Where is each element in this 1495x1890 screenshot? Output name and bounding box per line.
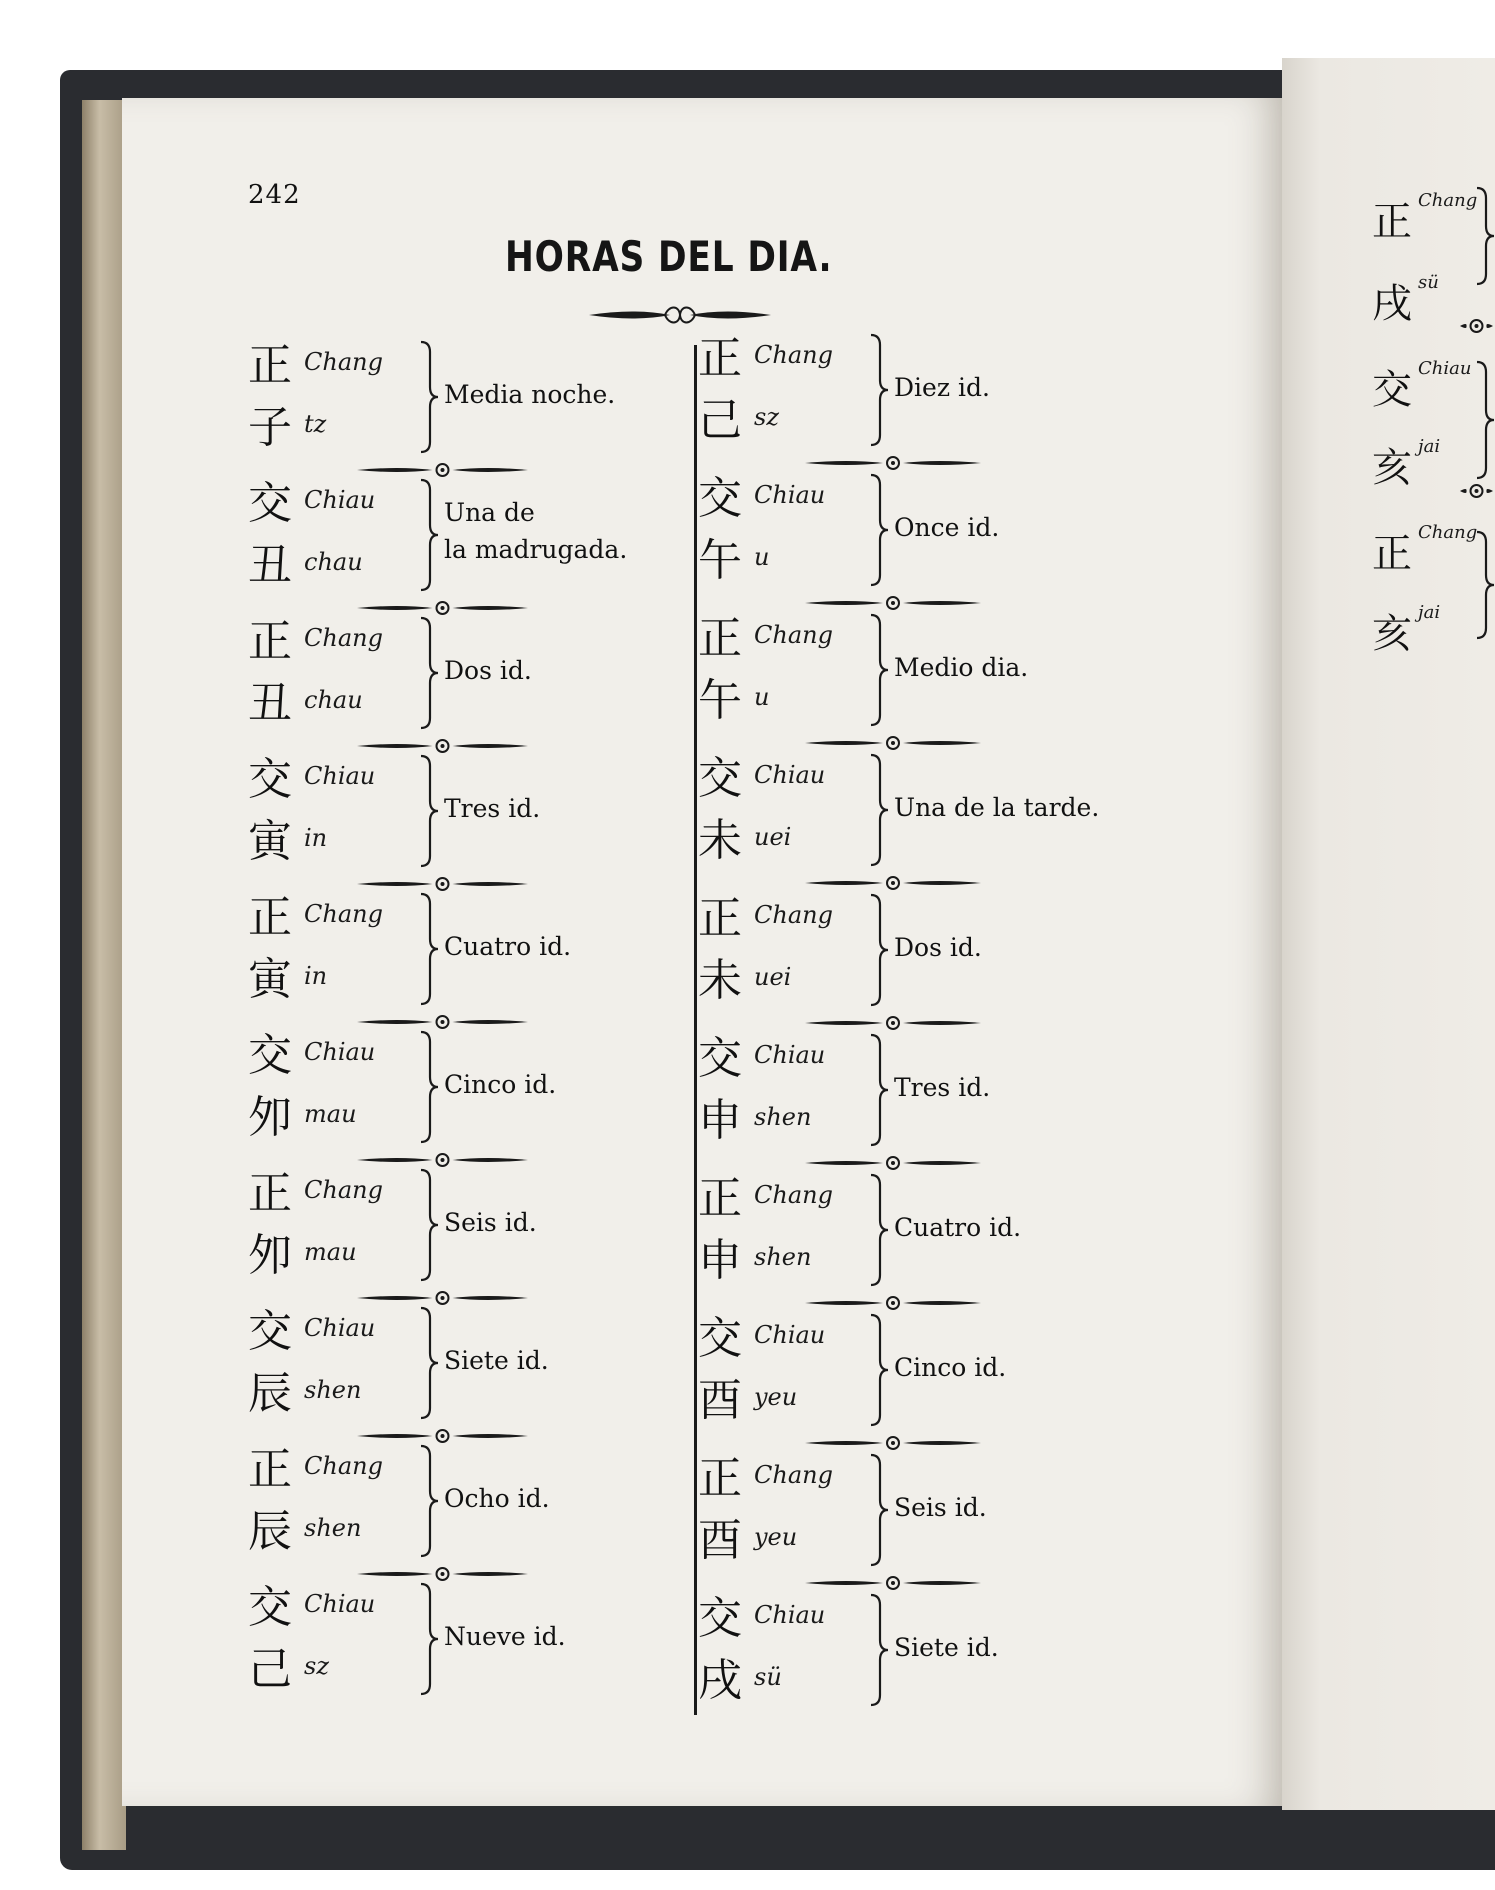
brace-icon: [418, 1030, 442, 1144]
spanish-gloss: Dos id.: [444, 656, 532, 685]
next-page-entry: [1372, 272, 1439, 329]
spanish-gloss: Cuatro id.: [444, 932, 572, 961]
ornament-separator: [1458, 483, 1495, 499]
ornament-separator: [355, 1152, 530, 1168]
brace-icon: [868, 1033, 892, 1147]
ornament-separator: [1458, 318, 1495, 334]
chinese-character: 酉: [698, 1375, 742, 1426]
romanization: u: [754, 683, 770, 711]
chinese-character: 正: [698, 613, 742, 664]
ornament-separator: [355, 462, 530, 478]
brace-icon: [868, 1173, 892, 1287]
brace-icon: [868, 753, 892, 867]
romanization: Chang: [754, 1181, 833, 1209]
spanish-gloss: Una de la tarde.: [894, 793, 1100, 822]
chinese-character: 正: [248, 340, 292, 391]
romanization: u: [754, 543, 770, 571]
brace-icon: [418, 1582, 442, 1696]
chinese-character: 交: [698, 1033, 742, 1084]
romanization: Chang: [1418, 190, 1478, 211]
chinese-character: 亥: [1372, 611, 1412, 657]
spanish-gloss: Dos id.: [894, 933, 982, 962]
chinese-character: 申: [698, 1095, 742, 1146]
brace-icon: [868, 333, 892, 447]
left-entry: [248, 478, 668, 616]
romanization: sz: [304, 1652, 329, 1680]
romanization: shen: [304, 1514, 362, 1542]
brace-icon: [418, 754, 442, 868]
chinese-character: 正: [248, 616, 292, 667]
chinese-character: 夘: [248, 1092, 292, 1143]
romanization: tz: [304, 410, 327, 438]
chinese-character: 正: [1372, 531, 1412, 577]
chinese-character: 交: [248, 478, 292, 529]
chinese-character: 辰: [248, 1506, 292, 1557]
chinese-character: 亥: [1372, 445, 1412, 491]
spanish-gloss: Tres id.: [894, 1073, 991, 1102]
chinese-character: 交: [1372, 367, 1412, 413]
romanization: Chiau: [754, 481, 826, 509]
right-entry: [698, 613, 1118, 751]
brace-icon: [418, 616, 442, 730]
spanish-gloss: Ocho id.: [444, 1484, 550, 1513]
chinese-character: 午: [698, 675, 742, 726]
right-entry: [698, 333, 1118, 471]
chinese-character: 交: [248, 1306, 292, 1357]
right-entry: [698, 1593, 1118, 1731]
brace-icon: [868, 1313, 892, 1427]
brace-icon: [868, 473, 892, 587]
romanization: Chang: [754, 621, 833, 649]
chinese-character: 寅: [248, 816, 292, 867]
brace-icon: [868, 1453, 892, 1567]
brace-icon: [868, 613, 892, 727]
ornament-separator: [355, 1428, 530, 1444]
brace-icon: [418, 1168, 442, 1282]
spanish-gloss: Seis id.: [444, 1208, 537, 1237]
ornament-separator: [803, 455, 983, 471]
chinese-character: 正: [248, 892, 292, 943]
brace-icon: [418, 892, 442, 1006]
ornament-separator: [803, 1295, 983, 1311]
chinese-character: 午: [698, 535, 742, 586]
spanish-gloss: Nueve id.: [444, 1622, 566, 1651]
chinese-character: 正: [698, 333, 742, 384]
spanish-gloss: Siete id.: [444, 1346, 549, 1375]
ornament-separator: [803, 1015, 983, 1031]
ornament-separator: [355, 600, 530, 616]
romanization: chau: [304, 686, 363, 714]
chinese-character: 交: [698, 1593, 742, 1644]
chinese-character: 交: [698, 753, 742, 804]
spanish-gloss: Diez id.: [894, 373, 990, 402]
right-entry: [698, 473, 1118, 611]
romanization: chau: [304, 548, 363, 576]
spanish-gloss: Cuatro id.: [894, 1213, 1022, 1242]
next-page-entry: [1372, 436, 1440, 493]
romanization: sü: [1418, 272, 1439, 293]
romanization: Chang: [304, 624, 383, 652]
romanization: Chiau: [304, 1314, 376, 1342]
romanization: jai: [1418, 602, 1441, 623]
romanization: mau: [304, 1100, 357, 1128]
romanization: mau: [304, 1238, 357, 1266]
romanization: Chang: [304, 900, 383, 928]
next-page-entry: [1372, 522, 1477, 579]
page-title: HORAS DEL DIA.: [505, 232, 833, 281]
ornament-separator: [803, 875, 983, 891]
brace-icon: [1474, 186, 1495, 286]
spanish-gloss: Once id.: [894, 513, 1000, 542]
next-page-entry: [1372, 190, 1477, 247]
spanish-gloss: Seis id.: [894, 1493, 987, 1522]
page-number: 242: [248, 180, 301, 210]
page-edges: [82, 100, 126, 1850]
ornament-separator: [355, 1566, 530, 1582]
ornament-separator: [803, 735, 983, 751]
chinese-character: 正: [248, 1444, 292, 1495]
chinese-character: 子: [248, 402, 292, 453]
romanization: uei: [754, 963, 792, 991]
column-divider: [694, 345, 697, 1715]
spanish-gloss: Cinco id.: [444, 1070, 557, 1099]
brace-icon: [868, 893, 892, 1007]
chinese-character: 正: [1372, 199, 1412, 245]
romanization: sz: [754, 403, 779, 431]
left-entry: [248, 340, 668, 478]
right-entry: [698, 1453, 1118, 1591]
chinese-character: 交: [698, 473, 742, 524]
chinese-character: 正: [248, 1168, 292, 1219]
chinese-character: 未: [698, 955, 742, 1006]
brace-icon: [1474, 530, 1495, 640]
chinese-character: 正: [698, 1453, 742, 1504]
ornament-separator: [803, 1435, 983, 1451]
chinese-character: 丑: [248, 540, 292, 591]
romanization: Chiau: [304, 762, 376, 790]
right-entry: [698, 1313, 1118, 1451]
chinese-character: 交: [248, 754, 292, 805]
left-entry: [248, 754, 668, 892]
left-entry: [248, 1306, 668, 1444]
romanization: Chang: [304, 348, 383, 376]
chinese-character: 己: [698, 395, 742, 446]
ornament-separator: [803, 595, 983, 611]
chinese-character: 戌: [698, 1655, 742, 1706]
chinese-character: 丑: [248, 678, 292, 729]
romanization: jai: [1418, 436, 1441, 457]
romanization: Chang: [304, 1452, 383, 1480]
left-entry: [248, 616, 668, 754]
romanization: yeu: [754, 1523, 798, 1551]
brace-icon: [1474, 360, 1495, 480]
romanization: Chiau: [754, 1321, 826, 1349]
next-page-entry: [1372, 602, 1440, 659]
right-entry: [698, 1033, 1118, 1171]
romanization: shen: [304, 1376, 362, 1404]
ornament-separator: [803, 1575, 983, 1591]
left-entry: [248, 1582, 668, 1720]
chinese-character: 夘: [248, 1230, 292, 1281]
right-entry: [698, 753, 1118, 891]
romanization: Chiau: [754, 1601, 826, 1629]
romanization: Chang: [1418, 522, 1478, 543]
romanization: in: [304, 962, 328, 990]
chinese-character: 未: [698, 815, 742, 866]
romanization: Chiau: [304, 1590, 376, 1618]
brace-icon: [418, 478, 442, 592]
ornament-separator: [355, 1290, 530, 1306]
chinese-character: 交: [248, 1030, 292, 1081]
chinese-character: 交: [698, 1313, 742, 1364]
title-ornament: [585, 302, 775, 328]
romanization: Chang: [754, 1461, 833, 1489]
romanization: yeu: [754, 1383, 798, 1411]
spanish-gloss: Media noche.: [444, 380, 616, 409]
chinese-character: 辰: [248, 1368, 292, 1419]
brace-icon: [868, 1593, 892, 1707]
chinese-character: 酉: [698, 1515, 742, 1566]
chinese-character: 正: [698, 1173, 742, 1224]
romanization: Chiau: [304, 1038, 376, 1066]
ornament-separator: [803, 1155, 983, 1171]
spanish-gloss: Siete id.: [894, 1633, 999, 1662]
romanization: Chiau: [754, 1041, 826, 1069]
right-entry: [698, 893, 1118, 1031]
left-entry: [248, 892, 668, 1030]
romanization: uei: [754, 823, 792, 851]
romanization: in: [304, 824, 328, 852]
brace-icon: [418, 340, 442, 454]
romanization: shen: [754, 1103, 812, 1131]
chinese-character: 申: [698, 1235, 742, 1286]
romanization: Chiau: [1418, 358, 1472, 379]
spanish-gloss: Tres id.: [444, 794, 541, 823]
left-entry: [248, 1168, 668, 1306]
ornament-separator: [355, 876, 530, 892]
left-entry: [248, 1030, 668, 1168]
spanish-gloss: Una de la madrugada.: [444, 498, 628, 564]
chinese-character: 交: [248, 1582, 292, 1633]
spanish-gloss: Cinco id.: [894, 1353, 1007, 1382]
romanization: shen: [754, 1243, 812, 1271]
chinese-character: 寅: [248, 954, 292, 1005]
romanization: Chiau: [754, 761, 826, 789]
romanization: Chang: [754, 341, 833, 369]
romanization: Chiau: [304, 486, 376, 514]
left-entry: [248, 1444, 668, 1582]
romanization: Chang: [304, 1176, 383, 1204]
spanish-gloss: Medio dia.: [894, 653, 1029, 682]
ornament-separator: [355, 738, 530, 754]
brace-icon: [418, 1444, 442, 1558]
ornament-separator: [355, 1014, 530, 1030]
chinese-character: 戌: [1372, 281, 1412, 327]
chinese-character: 己: [248, 1644, 292, 1695]
right-entry: [698, 1173, 1118, 1311]
chinese-character: 正: [698, 893, 742, 944]
next-page-entry: [1372, 358, 1471, 415]
brace-icon: [418, 1306, 442, 1420]
romanization: Chang: [754, 901, 833, 929]
romanization: sü: [754, 1663, 782, 1691]
